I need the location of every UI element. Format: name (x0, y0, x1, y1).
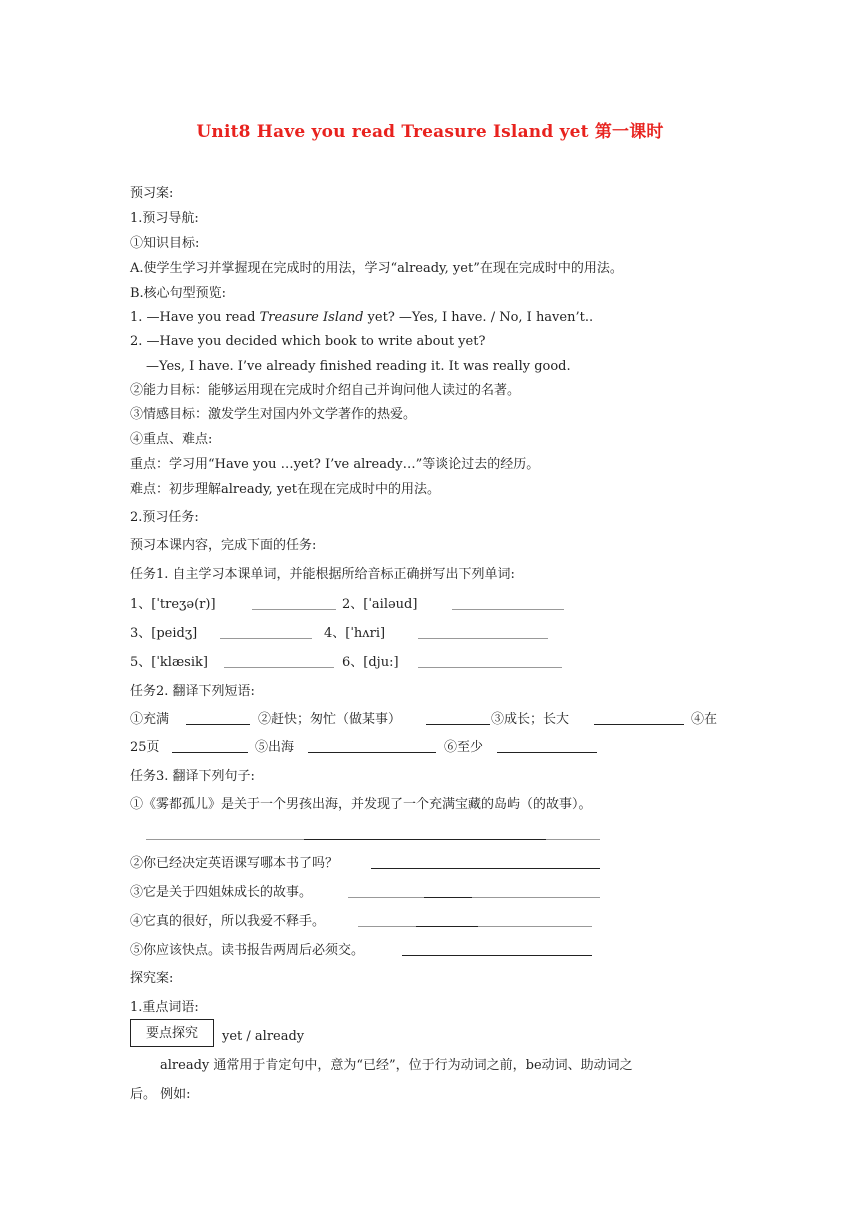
sentence-item-5: ⑤你应该快点。读书报告两周后必须交。 (130, 943, 365, 958)
phonetic-2: 2、[ˈailəud] (342, 597, 418, 612)
key-points-heading: ④重点、难点: (130, 432, 213, 447)
answer-blank[interactable] (402, 955, 592, 956)
key-point-box: 要点探究 (130, 1019, 214, 1047)
sentence-1-book: Treasure Island (259, 310, 364, 325)
tasks-heading: 2.预习任务: (130, 510, 199, 525)
answer-blank[interactable] (418, 638, 548, 639)
key-words-heading: 1.重点词语: (130, 1000, 199, 1015)
goal-a: A.使学生学习并掌握现在完成时的用法，学习“already, yet”在现在完成时中的用法。 (130, 261, 623, 276)
answer-blank[interactable] (371, 868, 600, 869)
sentence-1 (130, 309, 593, 327)
explanation-line-2: 后。 例如: (130, 1087, 191, 1102)
phonetic-6: 6、[dju:] (342, 655, 399, 670)
answer-blank[interactable] (478, 926, 592, 927)
phrase-4-cont: 25页 (130, 740, 160, 755)
answer-blank[interactable] (452, 609, 564, 610)
answer-blank[interactable] (252, 609, 336, 610)
phrase-4: ④在 (691, 712, 718, 727)
phonetic-1: 1、[ˈtreʒə(r)] (130, 597, 216, 612)
sentence-item-3: ③它是关于四姐妹成长的故事。 (130, 885, 313, 900)
answer-blank[interactable] (424, 897, 472, 898)
task-1: 任务1. 自主学习本课单词，并能根据所给音标正确拼写出下列单词: (130, 567, 515, 582)
answer-blank[interactable] (418, 667, 562, 668)
answer-blank[interactable] (224, 667, 334, 668)
answer-blank[interactable] (220, 638, 312, 639)
sentence-1-post: yet? —Yes, I have. / No, I haven’t.. (363, 310, 594, 325)
phonetic-5: 5、[ˈklæsik] (130, 655, 208, 670)
guide-heading: 1.预习导航: (130, 211, 199, 226)
answer-blank[interactable] (172, 752, 248, 753)
phrase-2: ②赶快；匆忙（做某事） (258, 712, 402, 727)
task-3: 任务3. 翻译下列句子: (130, 769, 255, 784)
answer-blank[interactable] (546, 839, 600, 840)
answer-blank[interactable] (308, 752, 436, 753)
answer-blank[interactable] (497, 752, 597, 753)
ability-goal: ②能力目标：能够运用现在完成时介绍自己并询问他人读过的名著。 (130, 383, 521, 398)
phrase-5: ⑤出海 (255, 740, 295, 755)
answer-blank[interactable] (304, 839, 546, 840)
preview-heading: 预习案: (130, 186, 174, 201)
box-topic: yet / already (222, 1029, 305, 1044)
answer-blank[interactable] (348, 897, 424, 898)
explanation-line-1: already 通常用于肯定句中，意为“已经”，位于行为动词之前，be动词、助动词之 (160, 1058, 633, 1073)
document-title: Unit8 Have you read Treasure Island yet 第一课时 (196, 122, 664, 142)
sentence-item-4: ④它真的很好，所以我爱不释手。 (130, 914, 326, 929)
sentence-1-pre: 1. —Have you read (130, 310, 260, 325)
difficult-point: 难点：初步理解already, yet在现在完成时中的用法。 (130, 482, 441, 497)
sentence-item-2: ②你已经决定英语课写哪本书了吗？ (130, 856, 339, 871)
sentence-item-1: ①《雾都孤儿》是关于一个男孩出海，并发现了一个充满宝藏的岛屿（的故事）。 (130, 797, 592, 812)
phrase-6: ⑥至少 (444, 740, 484, 755)
answer-blank[interactable] (358, 926, 416, 927)
task-2: 任务2. 翻译下列短语: (130, 684, 255, 699)
explore-heading: 探究案: (130, 971, 174, 986)
goal-b: B.核心句型预览: (130, 286, 227, 301)
answer-blank[interactable] (472, 897, 600, 898)
phonetic-4: 4、[ˈhʌri] (324, 626, 386, 641)
phonetic-3: 3、[peidʒ] (130, 626, 198, 641)
phrase-3: ③成长；长大 (491, 712, 570, 727)
phrase-1: ①充满 (130, 712, 170, 727)
answer-blank[interactable] (186, 724, 250, 725)
answer-blank[interactable] (416, 926, 478, 927)
answer-blank[interactable] (426, 724, 490, 725)
answer-blank[interactable] (146, 839, 304, 840)
answer-blank[interactable] (594, 724, 684, 725)
emotion-goal: ③情感目标：激发学生对国内外文学著作的热爱。 (130, 407, 417, 422)
knowledge-goal: ①知识目标: (130, 236, 200, 251)
sentence-2-answer: —Yes, I have. I’ve already finished reading it. It was really good. (146, 359, 571, 374)
key-point: 重点：学习用“Have you …yet? I’ve already…”等谈论过去的经历。 (130, 457, 540, 472)
tasks-intro: 预习本课内容，完成下面的任务: (130, 538, 317, 553)
sentence-2: 2. —Have you decided which book to write about yet? (130, 334, 486, 349)
